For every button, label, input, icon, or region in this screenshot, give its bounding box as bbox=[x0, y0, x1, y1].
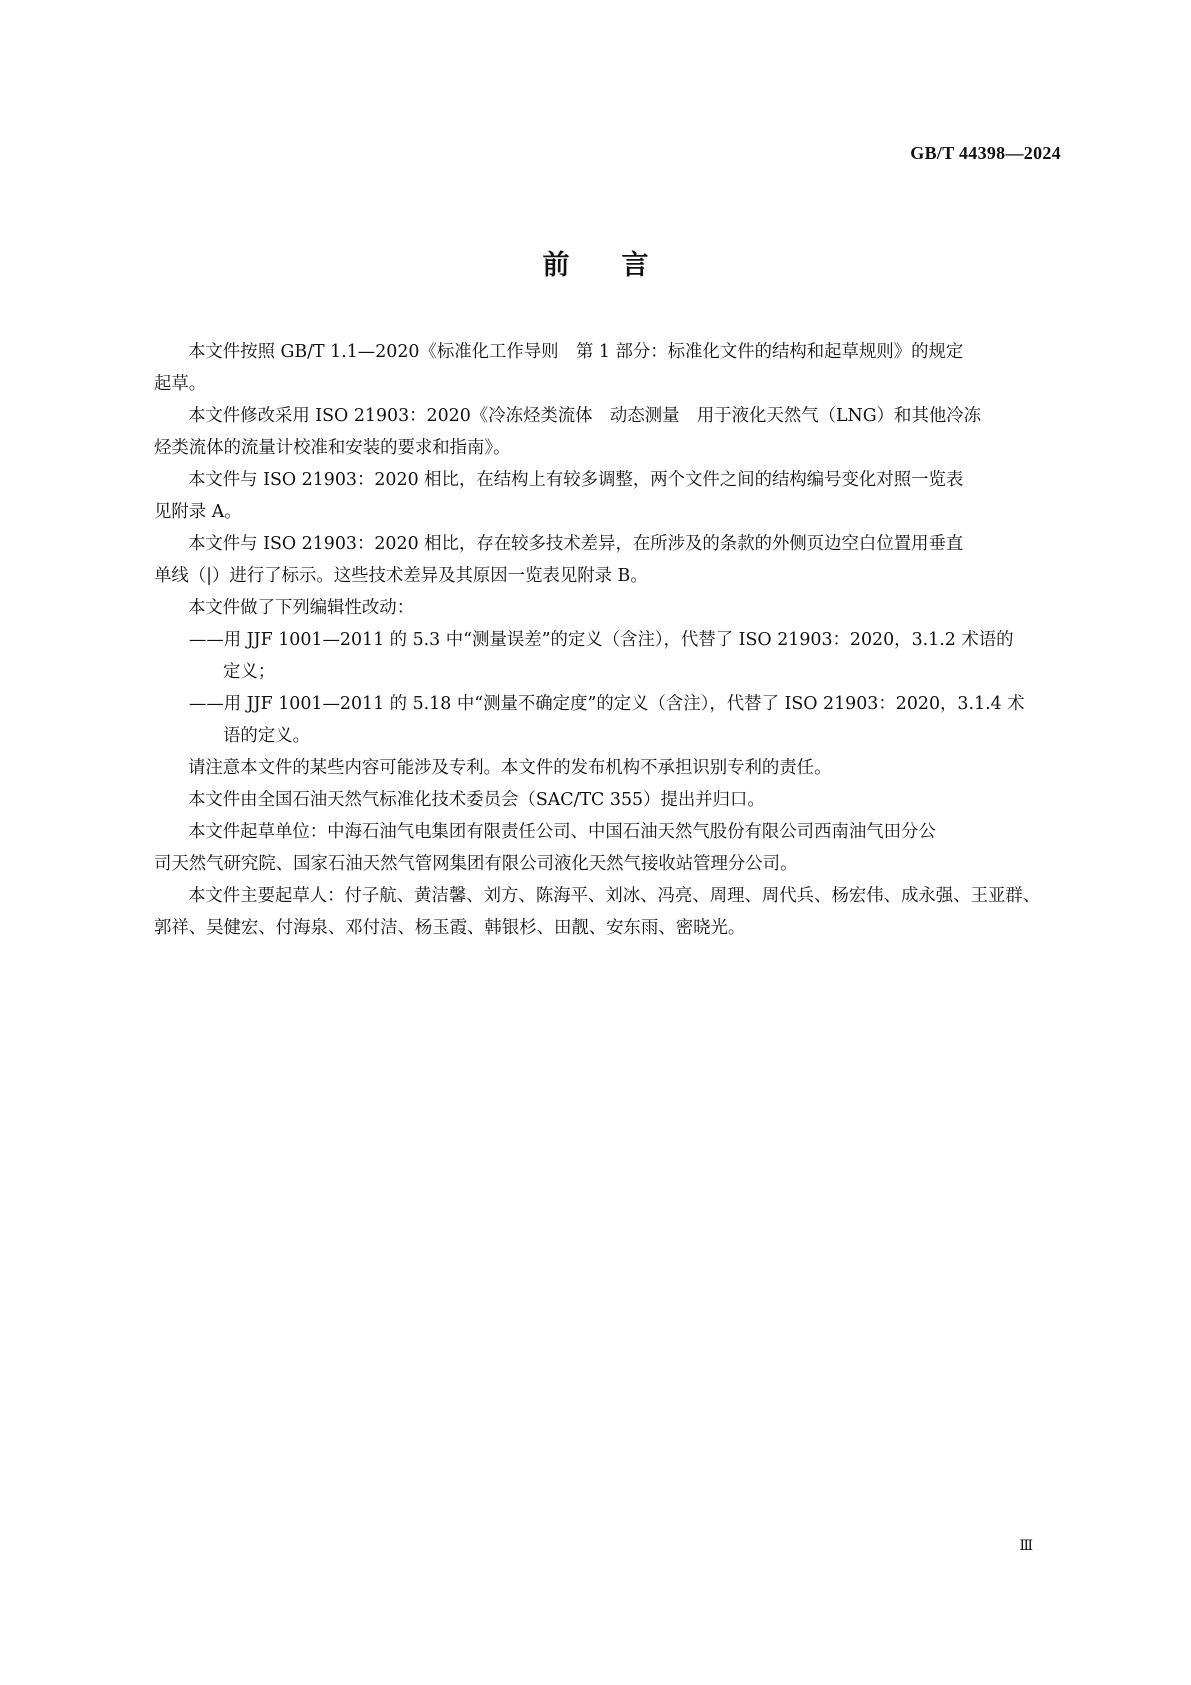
list-item-editorial-change-1 bbox=[154, 624, 1054, 688]
paragraph-line: 本文件起草单位：中海石油气电集团有限责任公司、中国石油天然气股份有限公司西南油气田分公 bbox=[188, 822, 936, 842]
paragraph-patent-notice: 请注意本文件的某些内容可能涉及专利。本文件的发布机构不承担识别专利的责任。 bbox=[188, 758, 832, 778]
paragraph-technical-deviations bbox=[154, 528, 1054, 592]
paragraph-adoption bbox=[154, 400, 1054, 464]
page-number: Ⅲ bbox=[1019, 1539, 1033, 1554]
paragraph-drafting-rules bbox=[154, 336, 1054, 400]
paragraph-line: 本文件主要起草人：付子航、黄洁馨、刘方、陈海平、刘冰、冯亮、周理、周代兵、杨宏伟、成永强、王亚群、 bbox=[188, 886, 1041, 906]
foreword-body bbox=[154, 336, 1054, 944]
list-item-line: 语的定义。 bbox=[223, 726, 310, 746]
paragraph-drafting-organizations bbox=[154, 816, 1054, 880]
paragraph-line: 见附录 A。 bbox=[154, 502, 242, 522]
page-title: 前言 bbox=[542, 250, 701, 281]
list-item-line: 定义； bbox=[223, 662, 276, 682]
paragraph-line: 烃类流体的流量计校准和安装的要求和指南》。 bbox=[154, 438, 511, 458]
paragraph-structure-changes bbox=[154, 464, 1054, 528]
standard-number: GB/T 44398—2024 bbox=[910, 143, 1061, 163]
paragraph-line: 起草。 bbox=[154, 374, 207, 394]
list-item-line: ——用 JJF 1001—2011 的 5.3 中“测量误差”的定义（含注），代替了 ISO 21903：2020，3.1.2 术语的 bbox=[189, 630, 1014, 650]
paragraph-line: 本文件按照 GB/T 1.1—2020《标准化工作导则 第 1 部分：标准化文件的结构和起草规则》的规定 bbox=[188, 342, 964, 362]
paragraph-line: 本文件与 ISO 21903：2020 相比，存在较多技术差异，在所涉及的条款的外侧页边空白位置用垂直 bbox=[188, 534, 964, 554]
paragraph-line: 本文件与 ISO 21903：2020 相比，在结构上有较多调整，两个文件之间的结构编号变化对照一览表 bbox=[188, 470, 964, 490]
paragraph-line: 本文件修改采用 ISO 21903：2020《冷冻烃类流体 动态测量 用于液化天然气（LNG）和其他冷冻 bbox=[188, 406, 982, 426]
paragraph-line: 郭祥、吴健宏、付海泉、邓付洁、杨玉霞、韩银杉、田靓、安东雨、密晓光。 bbox=[154, 918, 746, 938]
list-item-editorial-change-2 bbox=[154, 688, 1054, 752]
paragraph-editorial-changes-intro: 本文件做了下列编辑性改动： bbox=[188, 598, 415, 618]
paragraph-line: 司天然气研究院、国家石油天然气管网集团有限公司液化天然气接收站管理分公司。 bbox=[154, 854, 798, 874]
paragraph-committee: 本文件由全国石油天然气标准化技术委员会（SAC/TC 355）提出并归口。 bbox=[188, 790, 765, 810]
paragraph-line: 单线（|）进行了标示。这些技术差异及其原因一览表见附录 B。 bbox=[154, 566, 648, 586]
paragraph-drafters bbox=[154, 880, 1054, 944]
list-item-line: ——用 JJF 1001—2011 的 5.18 中“测量不确定度”的定义（含注），代替了 ISO 21903：2020，3.1.4 术 bbox=[189, 694, 1025, 714]
